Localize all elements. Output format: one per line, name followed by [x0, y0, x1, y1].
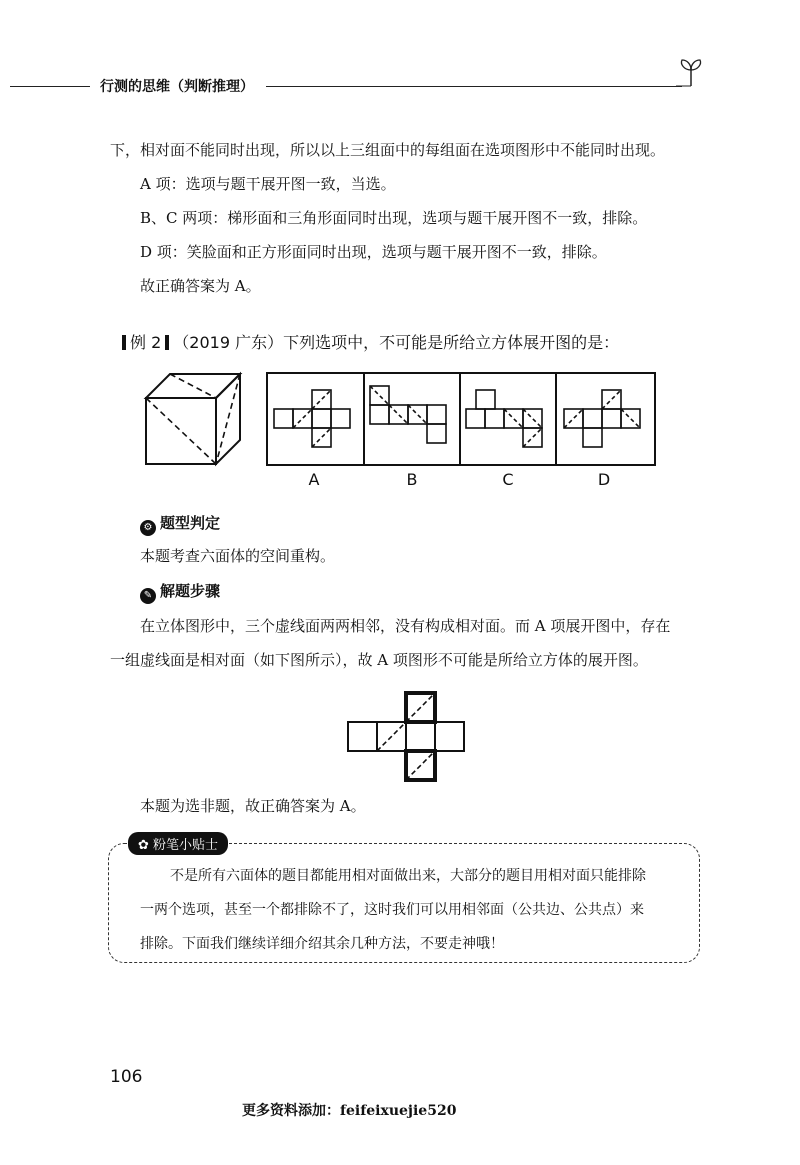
- bar-marker: [165, 335, 169, 350]
- option-label-a: A: [308, 470, 320, 489]
- options-panel: [266, 372, 656, 466]
- question-type-title: 题型判定: [160, 514, 221, 532]
- tip-tag: [128, 832, 228, 855]
- gear-icon: ⚙: [140, 520, 156, 536]
- running-header: 行测的思维（判断推理）: [100, 79, 254, 95]
- option-a-analysis: A 项：选项与题干展开图一致，当选。: [140, 175, 396, 193]
- option-label-c: C: [502, 470, 514, 489]
- header-rule-left: [10, 86, 90, 87]
- example-number: 例 2: [130, 333, 162, 352]
- net-option-b: [370, 386, 446, 443]
- header-rule-right: [266, 86, 682, 87]
- solution-steps-title: 解题步骤: [160, 582, 221, 600]
- net-option-a: [274, 390, 350, 447]
- conclusion-text: 本题为选非题，故正确答案为 A。: [140, 797, 366, 815]
- tip-line-2: 一两个选项，甚至一个都排除不了，这时我们可以用相邻面（公共边、公共点）来: [140, 902, 644, 918]
- solution-line-2: 一组虚线面是相对面（如下图所示），故 A 项图形不可能是所给立方体的展开图。: [110, 651, 648, 669]
- net-option-c: [466, 390, 542, 447]
- option-label-b: B: [406, 470, 418, 489]
- question-type-heading: [140, 512, 220, 536]
- option-d-analysis: D 项：笑脸面和正方形面同时出现，选项与题干展开图不一致，排除。: [140, 243, 607, 261]
- cube-figure: [140, 370, 246, 470]
- option-bc-analysis: B、C 两项：梯形面和三角形面同时出现，选项与题干展开图不一致，排除。: [140, 209, 648, 227]
- tip-title: 粉笔小贴士: [153, 838, 219, 853]
- solution-line-1: 在立体图形中，三个虚线面两两相邻，没有构成相对面。而 A 项展开图中，存在: [140, 617, 671, 635]
- net-option-d: [564, 390, 640, 447]
- paragraph: 下，相对面不能同时出现，所以以上三组面中的每组面在选项图形中不能同时出现。: [110, 141, 666, 159]
- pencil-icon: ✎: [140, 588, 156, 604]
- page-number: 106: [110, 1067, 143, 1087]
- highlighted-net-figure: [340, 688, 470, 784]
- footer-note: 更多资料添加：feifeixuejie520: [242, 1103, 457, 1119]
- bar-marker: [122, 335, 126, 350]
- tip-line-1: 不是所有六面体的题目都能用相对面做出来，大部分的题目用相对面只能排除: [170, 868, 646, 884]
- tip-line-3: 排除。下面我们继续详细介绍其余几种方法，不要走神哦！: [140, 936, 504, 952]
- sprout-icon: [676, 56, 706, 90]
- example-question: （2019 广东）下列选项中，不可能是所给立方体展开图的是：: [173, 333, 620, 352]
- sprout-icon: ✿: [138, 838, 149, 853]
- question-type-text: 本题考查六面体的空间重构。: [140, 547, 336, 565]
- option-label-d: D: [597, 470, 611, 489]
- example-heading: [118, 330, 619, 353]
- answer-line: 故正确答案为 A。: [140, 277, 261, 295]
- solution-steps-heading: [140, 580, 220, 604]
